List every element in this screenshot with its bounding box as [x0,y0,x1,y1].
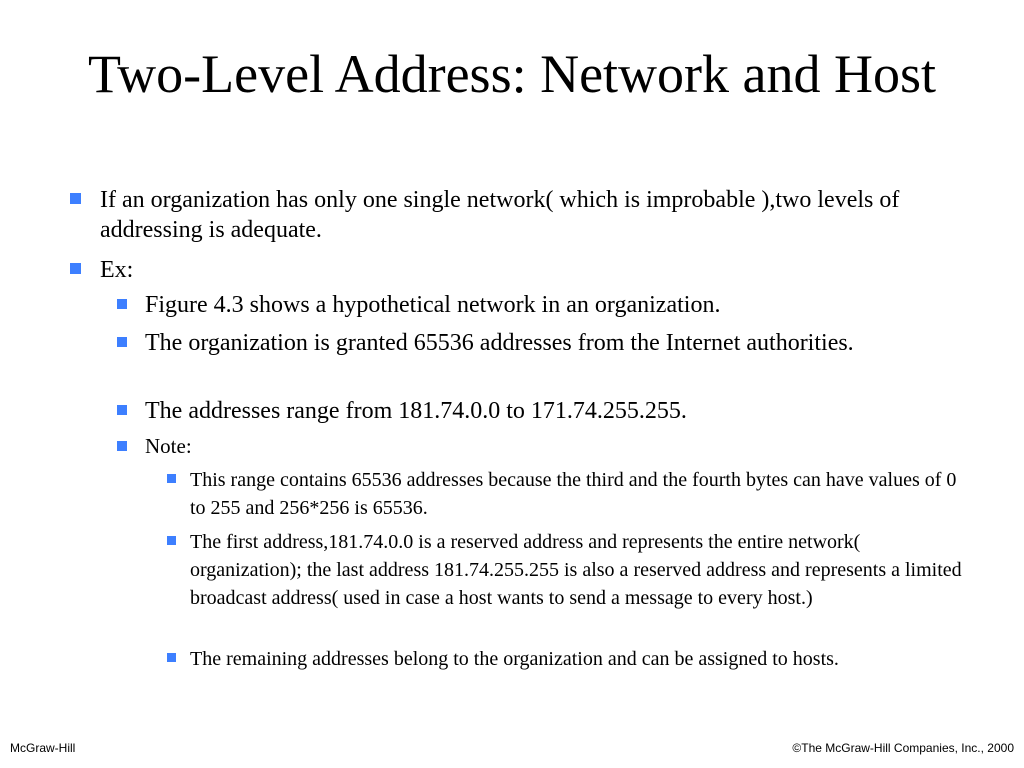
square-bullet-icon [117,441,127,451]
bullet-text: If an organization has only one single network( which is improbable ),two levels of addressing is adequate. [100,187,900,243]
footer-publisher: McGraw-Hill [10,741,76,755]
sub-sub-bullet-item [167,528,967,612]
slide-title: Two-Level Address: Network and Host [87,44,937,104]
square-bullet-icon [167,474,176,483]
square-bullet-icon [167,653,176,662]
bullet-text: The addresses range from 181.74.0.0 to 171.74.255.255. [145,398,687,424]
bullet-text: This range contains 65536 addresses because the third and the fourth bytes can have values of 0 to 255 and 256*256 is 65536. [190,469,957,519]
sub-bullet-item [117,328,972,358]
bullet-text: Ex: [100,257,134,283]
bullet-item [70,185,970,245]
square-bullet-icon [117,405,127,415]
sub-bullet-item [117,290,972,320]
square-bullet-icon [70,193,81,204]
sub-sub-bullet-item [167,645,967,673]
square-bullet-icon [117,299,127,309]
square-bullet-icon [167,536,176,545]
bullet-text: The first address,181.74.0.0 is a reserved address and represents the entire network( organization); the last address 181.74.255.255 is also a reserved address and represents a limited broadcast address( used in case a host wants to send a message to every host.) [190,531,962,609]
sub-sub-bullet-item [167,466,967,522]
bullet-text: The organization is granted 65536 addresses from the Internet authorities. [145,330,854,356]
bullet-text: The remaining addresses belong to the organization and can be assigned to hosts. [190,648,839,670]
bullet-text: Figure 4.3 shows a hypothetical network in an organization. [145,292,721,318]
bullet-item [70,255,970,285]
sub-bullet-item [117,396,972,426]
footer-copyright: ©The McGraw-Hill Companies, Inc., 2000 [792,741,1014,755]
square-bullet-icon [117,337,127,347]
square-bullet-icon [70,263,81,274]
sub-bullet-item [117,433,972,459]
bullet-text: Note: [145,434,192,458]
